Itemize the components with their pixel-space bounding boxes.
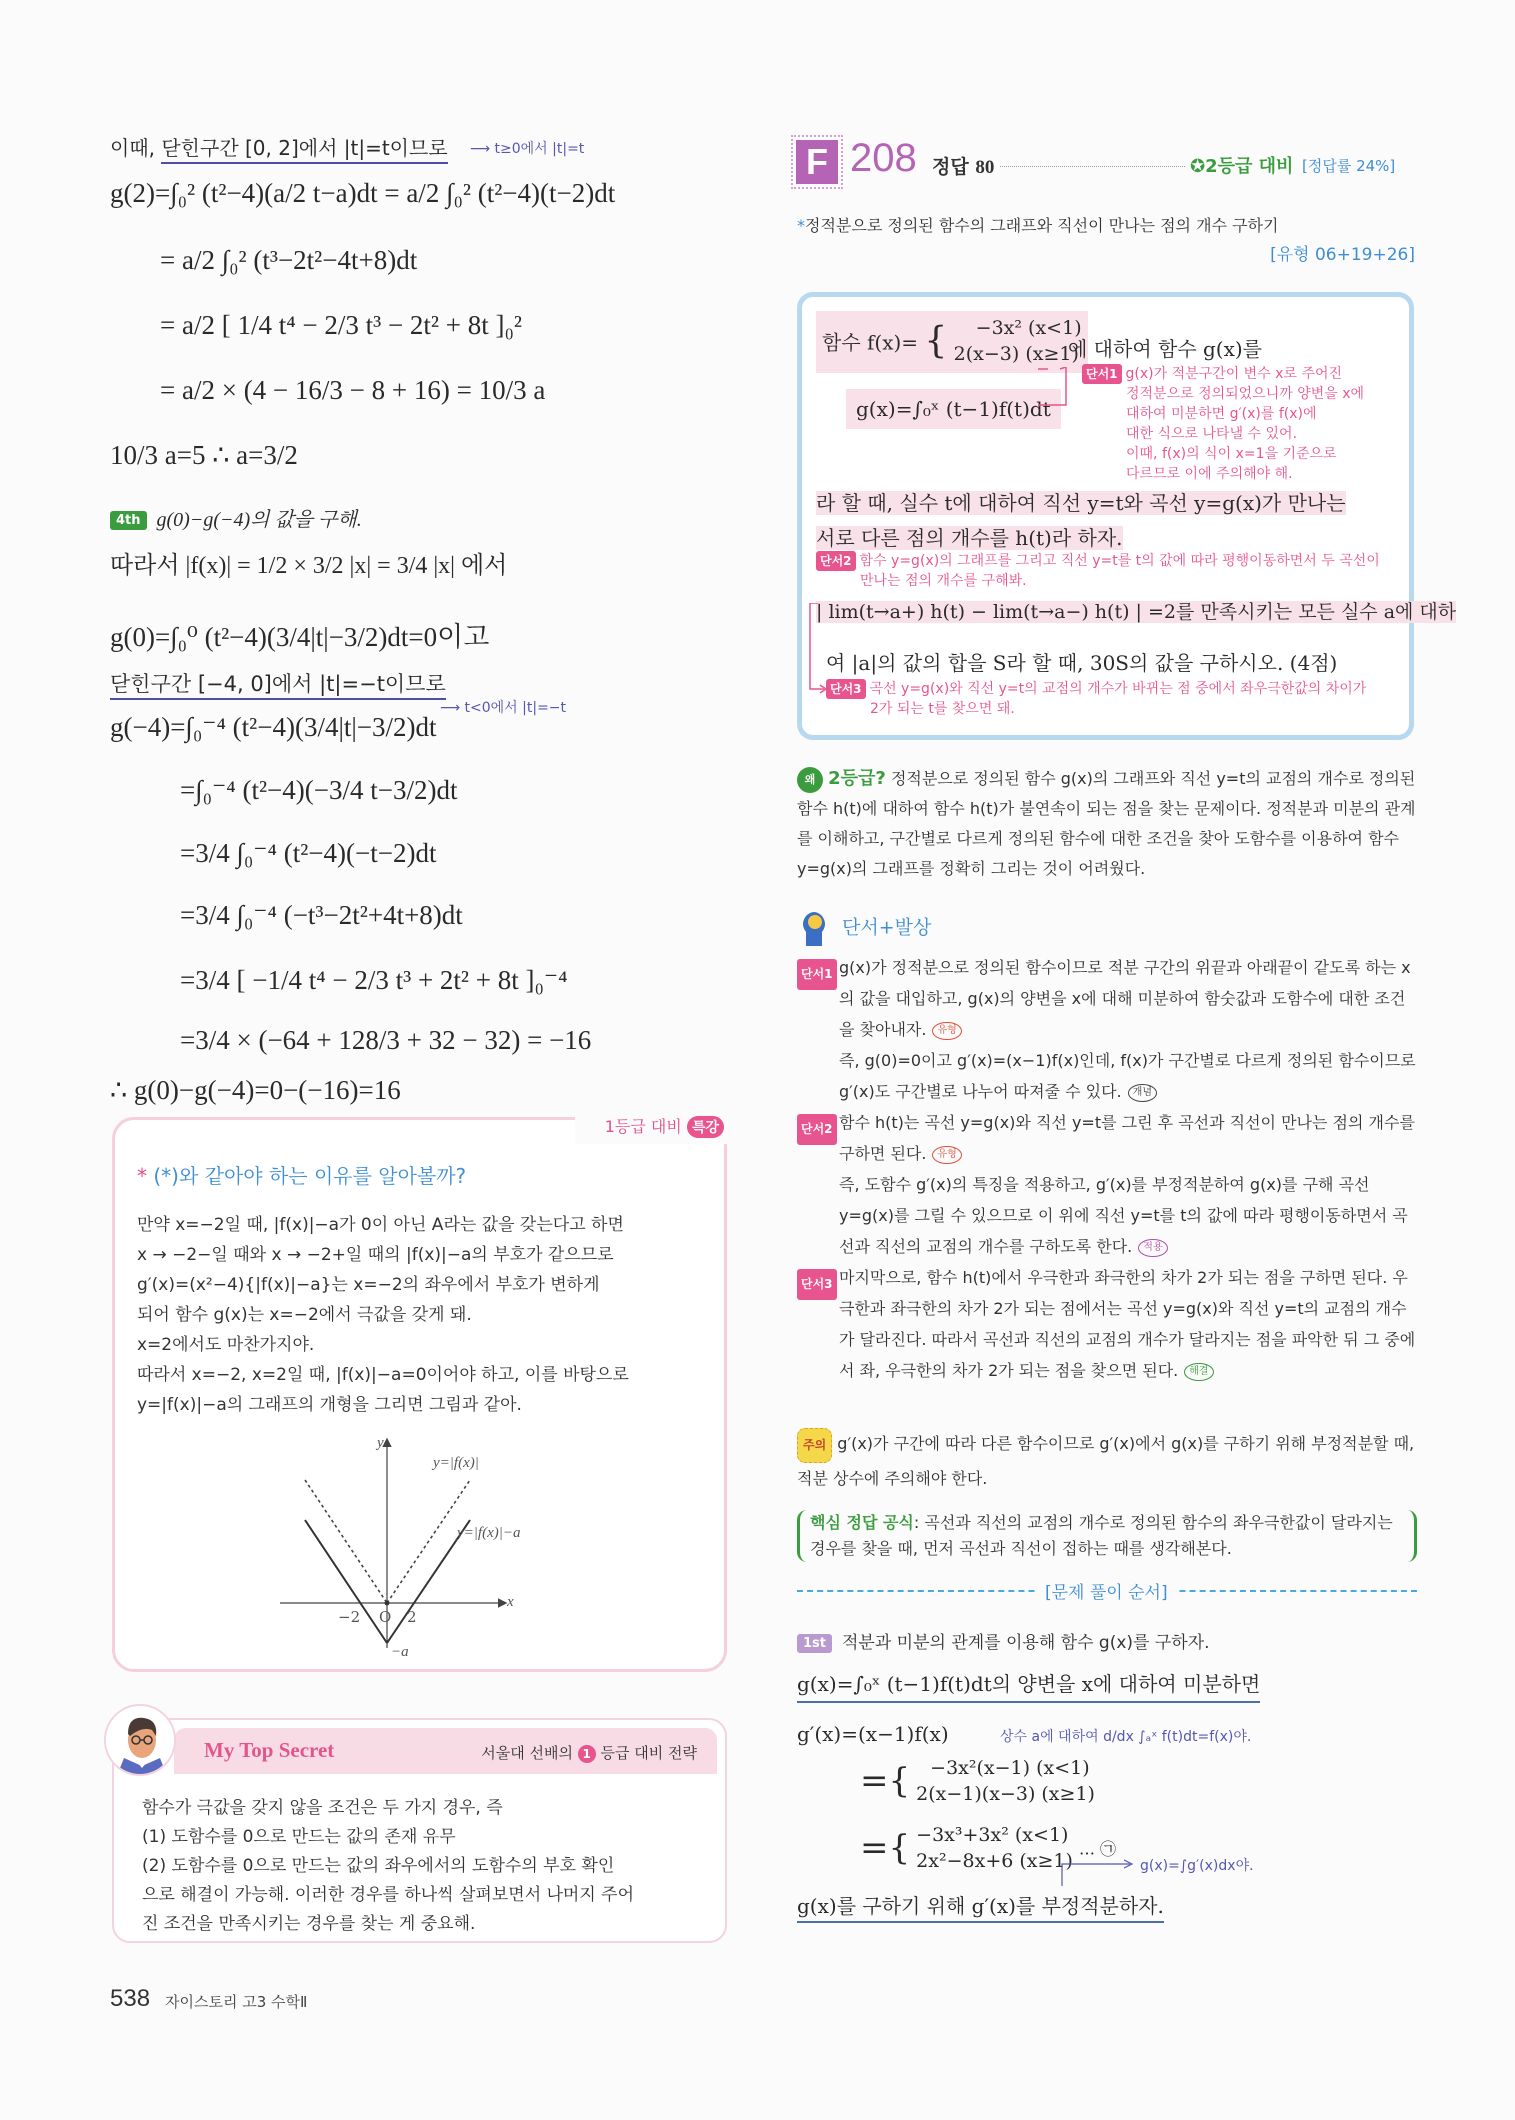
graph-x-label: x	[507, 1594, 514, 1610]
brace-icon: {	[924, 320, 948, 362]
neg-interval-line	[110, 668, 446, 698]
clue1-line: g(x)가 적분구간이 변수 x로 주어진	[1125, 366, 1343, 382]
neg-interval-text: 닫힌구간 [−4, 0]에서 |t|=−t이므로	[110, 672, 446, 700]
case-a2: 2(x−1)(x−3) (x≥1)	[916, 1783, 1095, 1805]
g2-line-2: = a/2 ∫₀² (t³−2t²−4t+8)dt	[160, 245, 418, 275]
clue1-line: 정적분으로 정의되었으니까 양변을 x에	[1126, 386, 1365, 402]
clue-badge: 단서3	[797, 1269, 837, 1300]
question-text-3-content: | lim(t→a+) h(t) − lim(t→a−) h(t) | =2를 만족시키는 모든 실수 a에 대하	[816, 601, 1457, 623]
special-body-line: g′(x)=(x²−4){|f(x)|−a}는 x=−2의 좌우에서 부호가 변하게	[137, 1275, 600, 1295]
graph-tick-2: 2	[407, 1608, 417, 1626]
gm4-line-3: =3/4 ∫₀⁻⁴ (t²−4)(−t−2)dt	[180, 838, 437, 868]
clue-text: 마지막으로, 함수 h(t)에서 우극한과 좌극한의 차가 2가 되는 점을 구하면 된다. 우극한과 좌극한의 차가 2가 되는 점에서는 곡선 y=g(x)와 직선 y=t의 교점의 개수가 달라진다. 따라서 곡선과 직선의 교점의 개수가 달라지는 점을 파악한 뒤 그 중에서 좌, 우극한의 차가 2가 되는 점을 찾으면 된다.	[839, 1268, 1416, 1380]
tag-concept: 개념	[1128, 1084, 1157, 1102]
clue1-connector	[1038, 367, 1078, 417]
gm4-line-4: =3/4 ∫₀⁻⁴ (−t³−2t²+4t+8)dt	[180, 900, 463, 930]
indefinite-note: g(x)=∫g′(x)dx야.	[1140, 1858, 1254, 1874]
clue2-line: 함수 y=g(x)의 그래프를 그리고 직선 y=t를 t의 값에 따라 평행이동하면서 두 곡선이	[859, 553, 1380, 569]
clue-idea-heading	[800, 910, 931, 946]
caution-badge: 주의	[797, 1428, 832, 1463]
clue-badge: 단서1	[797, 959, 837, 990]
secret-line: 진 조건을 만족시키는 경우를 찾는 게 중요해.	[142, 1914, 476, 1934]
step-4-text: g(0)−g(−4)의 값을 구해.	[156, 509, 362, 531]
special-tab	[575, 1110, 730, 1144]
question-text-2	[816, 522, 1123, 551]
graph-origin-label: O	[379, 1608, 392, 1626]
arrow-right-icon: ⟶	[470, 141, 491, 157]
cases-a	[916, 1755, 1095, 1807]
question-text-4: 여 |a|의 값의 합을 S라 할 때, 30S의 값을 구하시오. (4점)	[826, 651, 1338, 675]
special-body-line: 따라서 x=−2, x=2일 때, |f(x)|−a=0이어야 하고, 이를 바탕으로	[137, 1365, 629, 1385]
clue1-line: 다르므로 이에 주의해야 해.	[1126, 466, 1293, 482]
abs-function-graph	[275, 1400, 575, 1650]
gm4-line-2: =∫₀⁻⁴ (t²−4)(−3/4 t−3/2)dt	[180, 775, 458, 805]
tag-solve: 해결	[1184, 1363, 1213, 1381]
step-1	[797, 1628, 1210, 1653]
f-def-suffix: 에 대하여 함수 g(x)를	[1068, 337, 1262, 361]
question-text-3	[816, 597, 1456, 624]
step-4-badge: 4th	[110, 511, 147, 530]
arrow-right-icon: ⟶	[440, 700, 461, 716]
g0-line: g(0)=∫₀⁰ (t²−4)(3/4|t|−3/2)dt=0이고	[110, 622, 490, 652]
asterisk-icon: *	[797, 216, 805, 235]
top-secret-box	[112, 1718, 727, 1943]
interval-note	[470, 138, 584, 158]
avatar	[104, 1704, 176, 1776]
page-number: 538	[110, 1985, 151, 2012]
special-body-line: x → −2−일 때와 x → −2+일 때의 |f(x)|−a의 부호가 같으므로	[137, 1245, 614, 1265]
clue1-annotation	[1082, 364, 1364, 484]
interval-line	[110, 132, 448, 161]
equation-marker: … ㉠	[1078, 1839, 1117, 1859]
step-1-text: 적분과 미분의 관계를 이용해 함수 g(x)를 구하자.	[842, 1633, 1210, 1653]
clue1-badge: 단서1	[1082, 364, 1122, 384]
special-body-line: x=2에서도 마찬가지야.	[137, 1335, 315, 1355]
clue1-line: 대하여 미분하면 g′(x)를 f(x)에	[1126, 406, 1317, 422]
graph-y-label: y	[377, 1435, 384, 1451]
intro-text: 이때,	[110, 136, 162, 160]
f-case-2: 2(x−3) (x≥1)	[953, 343, 1079, 365]
special-body-line: 되어 함수 g(x)는 x=−2에서 극값을 갖게 돼.	[137, 1305, 472, 1325]
clue-badge: 단서2	[797, 1114, 837, 1145]
star-circle-icon: ✪	[1190, 156, 1206, 177]
clue-item-3	[797, 1262, 1417, 1386]
subtitle-post: 등급 대비 전략	[600, 1744, 697, 1762]
why-text: 정적분으로 정의된 함수 g(x)의 그래프와 직선 y=t의 교점의 개수로 정의된 함수 h(t)에 대하여 함수 h(t)가 불연속이 되는 점을 찾는 문제이다. 정적분과 미분의 관계를 이해하고, 구간별로 다르게 정의된 함수에 대한 조건을 찾아 도함수를 이용하여 함수 y=g(x)의 그래프를 정확히 그리는 것이 어려웠다.	[797, 769, 1416, 878]
clue3-connector	[808, 603, 828, 695]
clue-item-1	[797, 952, 1417, 1107]
tag-type: 유형	[932, 1022, 961, 1040]
grade-one-badge: 1	[578, 1745, 596, 1763]
clue-text: g(x)가 정적분으로 정의된 함수이므로 적분 구간의 위끝과 아래끝이 같도록 하는 x의 값을 대입하고, g(x)의 양변을 x에 대해 미분하여 함숫값과 도함수에 대한 조건을 찾아내자.	[839, 958, 1411, 1039]
case-b1: −3x³+3x² (x<1)	[916, 1824, 1069, 1846]
clue-subtext	[839, 1045, 1417, 1107]
core-label: 핵심 정답 공식	[810, 1513, 914, 1532]
special-lecture-box	[112, 1117, 727, 1672]
top-secret-subtitle	[481, 1742, 697, 1763]
secret-line: (2) 도함수를 0으로 만드는 값의 좌우에서의 도함수의 부호 확인	[142, 1856, 615, 1876]
g2-line-1: g(2)=∫₀² (t²−4)(a/2 t−a)dt = a/2 ∫₀² (t²−4)(t−2)dt	[110, 178, 616, 208]
answer-label	[932, 152, 994, 179]
derivative-cases-1	[860, 1755, 1095, 1807]
problem-number: 208	[850, 136, 917, 180]
f-def-prefix: 함수 f(x)=	[822, 330, 919, 355]
clue3-line: 곡선 y=g(x)와 직선 y=t의 교점의 개수가 바뀌는 점 중에서 좌우극한값의 차이가	[869, 681, 1367, 697]
clue2-line: 만나는 점의 개수를 구해봐.	[860, 573, 1027, 589]
clue1-line: 대한 식으로 나타낼 수 있어.	[1126, 426, 1298, 442]
section-letter-badge: F	[796, 140, 838, 184]
question-text-1-content: 라 할 때, 실수 t에 대하여 직선 y=t와 곡선 y=g(x)가 만나는	[816, 491, 1346, 515]
graph-neg-a: −a	[391, 1644, 409, 1660]
question-text-1	[816, 487, 1346, 516]
indefinite-note-connector	[1060, 1850, 1140, 1890]
top-secret-header	[174, 1728, 717, 1774]
final-answer-line: ∴ g(0)−g(−4)=0−(−16)=16	[110, 1075, 401, 1105]
abs-f-line: 따라서 |f(x)| = 1/2 × 3/2 |x| = 3/4 |x| 에서	[110, 553, 508, 579]
top-secret-title: My Top Secret	[204, 1738, 335, 1762]
gm4-line-5: =3/4 [ −1/4 t⁴ − 2/3 t³ + 2t² + 8t ]₀⁻⁴	[180, 965, 568, 995]
clue-text-2: 즉, 도함수 g′(x)의 특징을 적용하고, g′(x)를 부정적분하여 g(x)를 구해 곡선 y=g(x)를 그릴 수 있으므로 이 위에 직선 y=t를 t의 값에 따라 평행이동하면서 곡선과 직선의 교점의 개수를 구하도록 한다.	[839, 1175, 1408, 1256]
dotted-divider	[1000, 166, 1185, 167]
why-grade-label: 2등급?	[828, 768, 886, 789]
note-text: t≥0에서 |t|=t	[494, 141, 585, 157]
clue-subtext	[839, 1169, 1417, 1262]
caution-note	[797, 1428, 1417, 1494]
special-body	[137, 1210, 629, 1420]
derivative-note: 상수 a에 대하여 d/dx ∫ₐˣ f(t)dt=f(x)야.	[1000, 1729, 1252, 1745]
core-formula	[797, 1510, 1417, 1562]
subtitle-pre: 서울대 선배의	[481, 1744, 573, 1762]
top-secret-body	[142, 1794, 634, 1939]
case-a1: −3x²(x−1) (x<1)	[930, 1757, 1090, 1779]
clue3-badge: 단서3	[826, 679, 866, 699]
derivative-line-b: g′(x)=(x−1)f(x)	[797, 1722, 949, 1746]
tag-apply: 적용	[1138, 1239, 1167, 1257]
clue2-badge: 단서2	[816, 551, 856, 571]
answer-value: 80	[975, 157, 995, 178]
g2-line-3: = a/2 [ 1/4 t⁴ − 2/3 t³ − 2t² + 8t ]₀²	[160, 310, 522, 340]
special-tab-label: 1등급 대비	[604, 1117, 682, 1136]
clue3-annotation	[826, 679, 1366, 719]
topic-text: 정적분으로 정의된 함수의 그래프와 직선이 만나는 점의 개수 구하기	[805, 216, 1279, 235]
special-title-text: (*)와 같아야 하는 이유를 알아볼까?	[153, 1164, 467, 1188]
grade-label	[1190, 152, 1293, 178]
special-body-line: y=|f(x)|−a의 그래프의 개형을 그리면 그림과 같아.	[137, 1395, 522, 1415]
answer-label-text: 정답	[932, 156, 969, 178]
special-title	[137, 1160, 466, 1189]
clue-item-2	[797, 1107, 1417, 1262]
secret-line: (1) 도함수를 0으로 만드는 값의 존재 유무	[142, 1827, 456, 1847]
solve-a: 10/3 a=5 ∴ a=3/2	[110, 440, 298, 470]
special-tab-badge: 특강	[687, 1116, 724, 1138]
gm4-line-6: =3/4 × (−64 + 128/3 + 32 − 32) = −16	[180, 1025, 592, 1055]
clue-list	[797, 952, 1417, 1386]
clue1-line: 이때, f(x)의 식이 x=1을 기준으로	[1126, 446, 1337, 462]
tag-type: 유형	[932, 1146, 961, 1164]
senior-avatar-icon	[106, 1706, 176, 1776]
problem-topic	[797, 213, 1278, 236]
neg-note-text: t<0에서 |t|=−t	[464, 700, 567, 716]
secret-line: 함수가 극값을 갖지 않을 조건은 두 가지 경우, 즉	[142, 1798, 503, 1818]
why-difficult-section	[797, 764, 1417, 884]
integrate-line: g(x)를 구하기 위해 g′(x)를 부정적분하자.	[797, 1890, 1164, 1923]
why-badge: 왜	[797, 767, 823, 793]
secret-line: 으로 해결이 가능해. 이러한 경우를 하나씩 살펴보면서 나머지 주어	[142, 1885, 635, 1905]
case-b2: 2x²−8x+6 (x≥1)	[916, 1850, 1073, 1872]
f-definition	[816, 311, 1088, 373]
clue2-annotation	[816, 551, 1380, 591]
asterisk-icon: *	[137, 1164, 147, 1188]
core-text: : 곡선과 직선의 교점의 개수로 정의된 함수의 좌우극한값이 달라지는 경우를 찾을 때, 먼저 곡선과 직선이 접하는 때를 생각해본다.	[810, 1513, 1393, 1558]
equals-brace-icon: ={	[860, 1828, 911, 1868]
underlined-interval: 닫힌구간 [0, 2]에서 |t|=t이므로	[161, 136, 447, 164]
graph-tick-neg2: −2	[338, 1608, 361, 1626]
order-title: [문제 풀이 순서]	[1037, 1578, 1176, 1603]
type-tag: [유형 06+19+26]	[1270, 245, 1415, 265]
equals-brace-icon: ={	[860, 1761, 911, 1801]
special-body-line: 만약 x=−2일 때, |f(x)|−a가 0이 아닌 A라는 값을 갖는다고 하면	[137, 1215, 624, 1235]
clue-text-2: 즉, g(0)=0이고 g′(x)=(x−1)f(x)인데, f(x)가 구간별로 다르게 정의된 함수이므로 g′(x)도 구간별로 나누어 따져줄 수 있다.	[839, 1051, 1416, 1101]
caution-text: g′(x)가 구간에 따라 다른 함수이므로 g′(x)에서 g(x)를 구하기 위해 부정적분할 때, 적분 상수에 주의해야 한다.	[797, 1434, 1415, 1488]
neg-interval-note	[440, 697, 566, 717]
clue3-line: 2가 되는 t를 찾으면 돼.	[870, 701, 1015, 717]
f-case-1: −3x² (x<1)	[975, 317, 1082, 339]
lightbulb-head-icon	[800, 910, 828, 946]
question-text-2-content: 서로 다른 점의 개수를 h(t)라 하자.	[816, 526, 1123, 550]
step-4	[110, 503, 362, 532]
book-title: 자이스토리 고3 수학Ⅱ	[165, 1993, 308, 2011]
g2-line-4: = a/2 × (4 − 16/3 − 8 + 16) = 10/3 a	[160, 375, 546, 405]
grade-text: 2등급 대비	[1205, 156, 1294, 177]
gm4-line-1: g(−4)=∫₀⁻⁴ (t²−4)(3/4|t|−3/2)dt	[110, 712, 437, 742]
clue-idea-title: 단서+발상	[842, 916, 932, 939]
cases-b	[916, 1822, 1073, 1874]
g-definition: g(x)=∫₀ˣ (t−1)f(t)dt	[846, 389, 1061, 429]
correct-rate: [정답률 24%]	[1302, 157, 1396, 175]
f-cases	[954, 315, 1082, 367]
curve-label-abs-f: y=|f(x)|	[433, 1455, 479, 1471]
question-box	[797, 292, 1457, 740]
curve-label-abs-f-minus-a: y=|f(x)|−a	[457, 1525, 521, 1541]
step-1-badge: 1st	[797, 1634, 832, 1653]
derivative-line-a: g(x)=∫₀ˣ (t−1)f(t)dt의 양변을 x에 대하여 미분하면	[797, 1668, 1260, 1703]
clue-text: 함수 h(t)는 곡선 y=g(x)와 직선 y=t를 그린 후 곡선과 직선이 만나는 점의 개수를 구하면 된다.	[839, 1113, 1415, 1163]
